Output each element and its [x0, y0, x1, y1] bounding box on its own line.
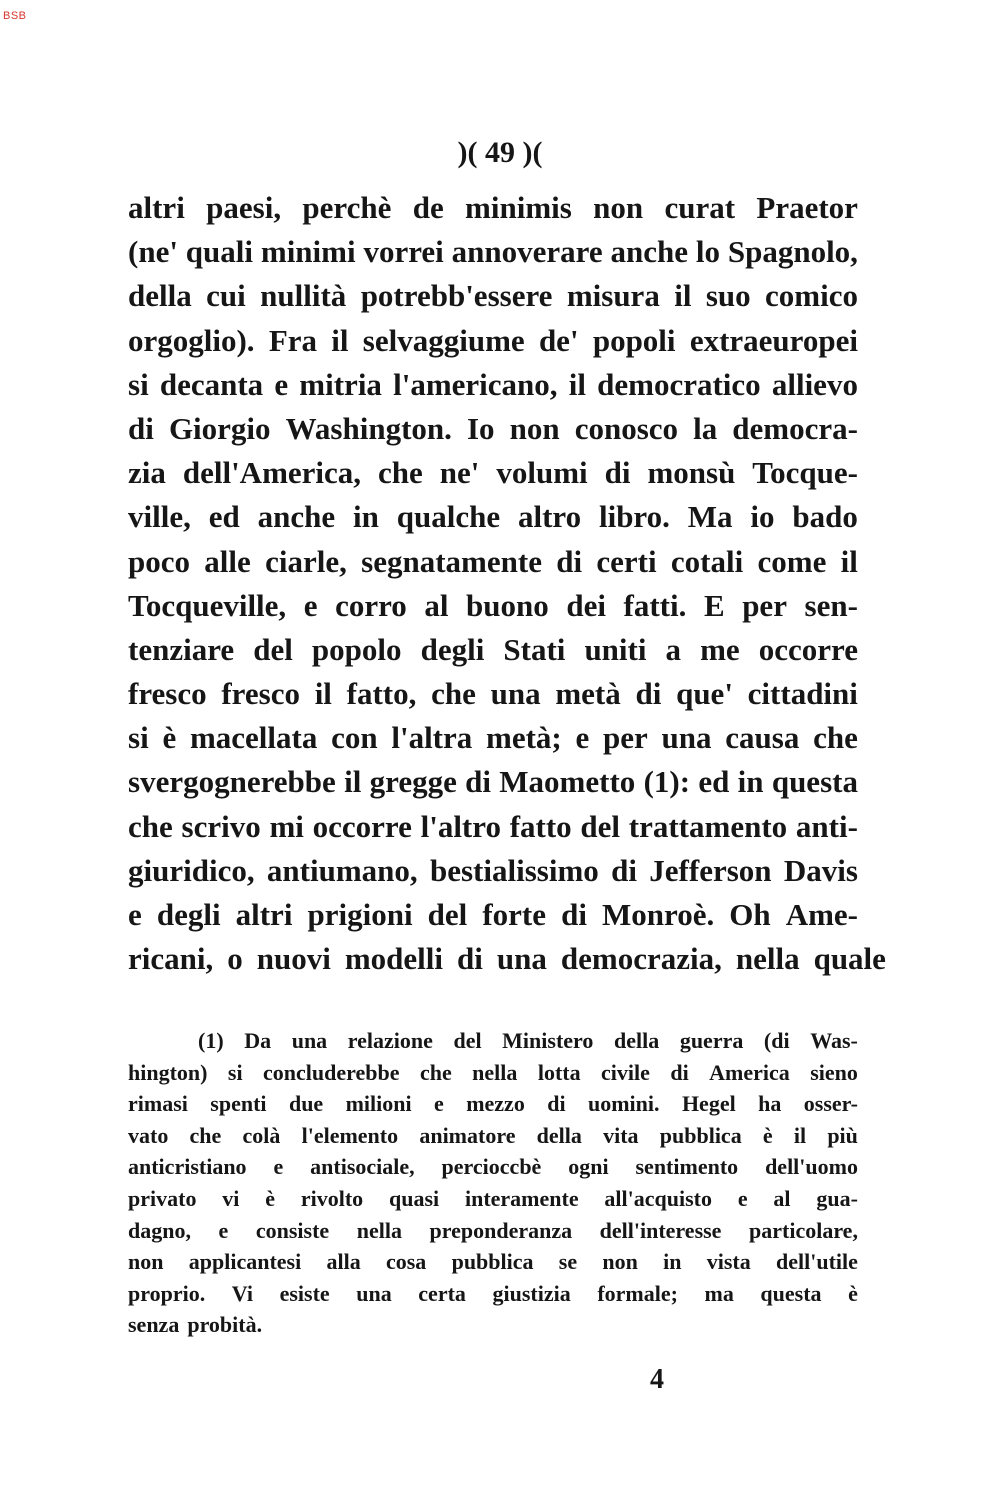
text-line: giuridico, antiumano, bestialissimo di Jefferson Davis — [128, 852, 858, 888]
footnote-line: proprio. Vi esiste una certa giustizia formale; ma questa è — [128, 1280, 858, 1306]
text-line: ville, ed anche in qualche altro libro. Ma io bado — [128, 499, 858, 535]
signature-mark: 4 — [650, 1364, 664, 1395]
footnote — [128, 1025, 858, 1341]
text-line: svergognerebbe il gregge di Maometto (1): ed in questa — [128, 764, 858, 800]
library-stamp: BSB — [3, 10, 27, 22]
footnote-line: dagno, e consiste nella preponderanza dell'interesse particolare, — [128, 1217, 858, 1243]
text-line: e degli altri prigioni del forte di Monroè. Oh Ame- — [128, 897, 858, 932]
text-line: si è macellata con l'altra metà; e per una causa che — [128, 720, 858, 756]
text-line: altri paesi, perchè de minimis non curat Praetor — [128, 190, 858, 225]
text-line: zia dell'America, che ne' volumi di monsù Tocque- — [128, 455, 858, 491]
text-line: della cui nullità potrebb'essere misura il suo comico — [128, 278, 858, 314]
footnote-line: hington) si concluderebbe che nella lotta civile di America sieno — [128, 1059, 858, 1085]
footnote-line: senza probità. — [128, 1312, 263, 1338]
main-text — [128, 186, 886, 981]
text-line: che scrivo mi occorre l'altro fatto del trattamento anti- — [128, 808, 858, 844]
text-line: (ne' quali minimi vorrei annoverare anche lo Spagnolo, — [128, 234, 858, 270]
text-line: si decanta e mitria l'americano, il democratico allievo — [128, 366, 858, 402]
footnote-line: rimasi spenti due milioni e mezzo di uomini. Hegel ha osser- — [128, 1091, 858, 1117]
footnote-line: vato che colà l'elemento animatore della vita pubblica è il più — [128, 1122, 858, 1148]
text-line: di Giorgio Washington. Io non conosco la democra- — [128, 410, 858, 446]
page-number-header: )( 49 )( — [457, 136, 543, 169]
footnote-line: (1) Da una relazione del Ministero della guerra (di Was- — [198, 1028, 858, 1053]
text-line: ricani, o nuovi modelli di una democrazia, nella quale — [128, 941, 886, 977]
text-line: tenziare del popolo degli Stati uniti a me occorre — [128, 631, 858, 667]
text-line: Tocqueville, e corro al buono dei fatti. E per sen- — [128, 587, 858, 623]
text-line: fresco fresco il fatto, che una metà di que' cittadini — [128, 676, 858, 712]
text-line: poco alle ciarle, segnatamente di certi cotali come il — [128, 543, 858, 579]
text-line: orgoglio). Fra il selvaggiume de' popoli extraeuropei — [128, 322, 858, 358]
footnote-line: non applicantesi alla cosa pubblica se non in vista dell'utile — [128, 1249, 858, 1275]
footnote-line: privato vi è rivolto quasi interamente all'acquisto e al gua- — [128, 1185, 858, 1211]
footnote-line: anticristiano e antisociale, percioccbè ogni sentimento dell'uomo — [128, 1154, 858, 1180]
